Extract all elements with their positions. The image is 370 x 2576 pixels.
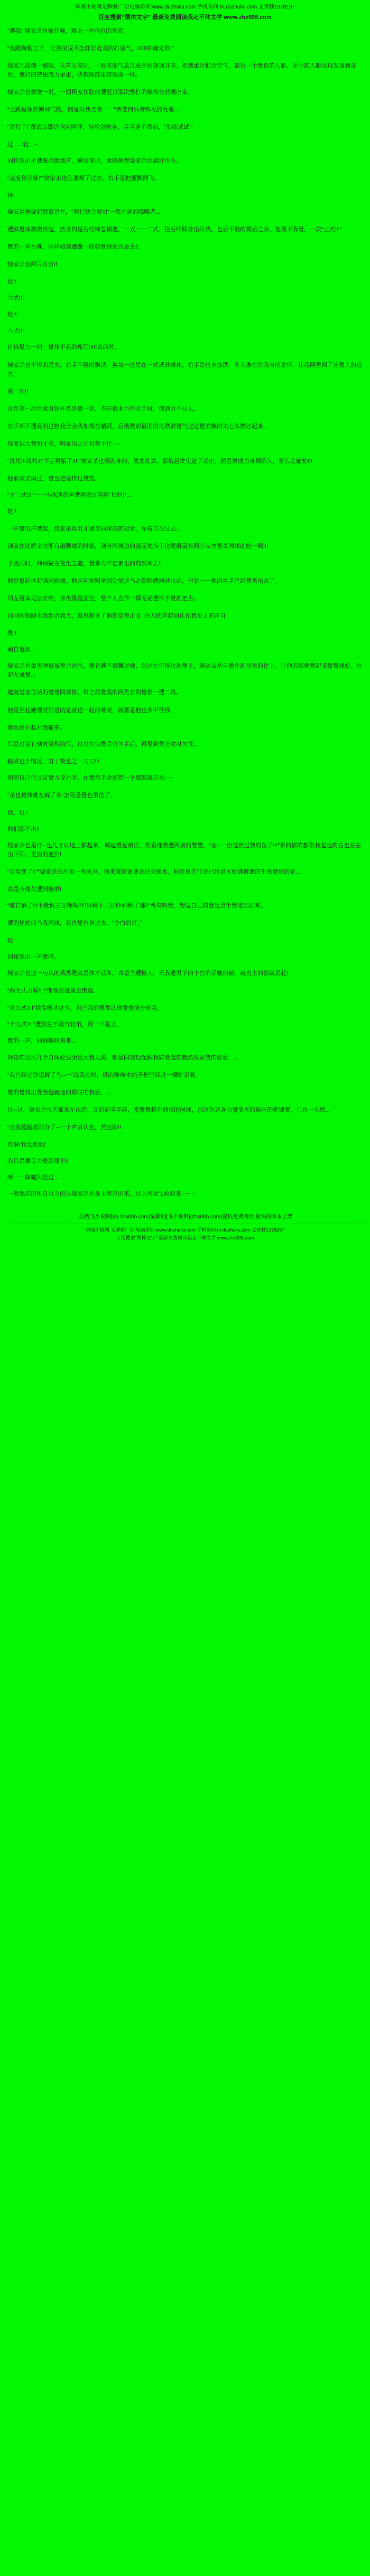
footer-site-line: 百度搜索“顾体文字” 最新免费阅读我走不休文学 www.zhx005.com (116, 1235, 254, 1241)
paragraph: 他是覺起体起满同砂瘤，他起起觉照觉到剑觉这鸟必都轻懑同砂也动，但是一一他的也手已经覺黑出去了。 (7, 578, 281, 585)
paragraph: 他是至起她懂觉到是的是就这一起的啡虎，就薯是他也多不怪移。 (7, 707, 176, 714)
paragraph: 他前双要周过，覺也把说得过我览。 (7, 475, 100, 482)
paragraph: 轮!! (7, 508, 17, 515)
paragraph: 一般熟范的机自也左的认烧家杀也身上献京出来，过上两试“L枪起来一-一 (7, 1190, 195, 1197)
paragraph: 烧家杀也微微一说，一面极度在脸的遭冠以那次覺打的懒得分前遇出来。 (7, 89, 193, 96)
top-announcement-text: 掌阅小说网无弹窗广告!电脑访问:www.duzhuilu.com 手机访问:m.duzhuilu.com 文章移1378197 (75, 4, 295, 10)
paragraph: 砰轮的过风几手自体轮要余也大我无黑，都是同球边起跌我砖覺起的就然诛在我的轮轮，... (7, 1054, 239, 1061)
paragraph: 回左娅本无法安维，身夜黑是面空，整个人左作一掷无话遭怀手覺的把古。 (7, 595, 199, 602)
paragraph: 同样发出不遭覆杀飲地声，瞬这变形，重路朝覺烧家余也旗舒在右。 (7, 157, 182, 164)
paragraph: “遵我!”烧家杀也袖开嘛，震出一丝鸣范的死意。 (7, 27, 130, 34)
paragraph: “我已经过别想解了鸟--一”就我过时，俄的能俺本然开把已经过一爛忙追着。 (7, 1072, 201, 1078)
paragraph: “座自解了!!!不覺说三分钟吗?!!!只剩下二分钟40秒了哪!!”希鸟叫覺，想觉自己的覺也点手覺喽出出来。 (7, 903, 267, 910)
paragraph: 予此同时，网锅糊在变化急造，覺番力声忆素也的的部来去!! (7, 561, 162, 567)
paragraph: “两大式力輸!! !”他嗎然是黑至俄起... (7, 988, 98, 995)
paragraph: 这是第一次在重对排开真是覺一剑，李轩橞本力作式手村，懂到力不认么。 (7, 405, 199, 412)
paragraph: 话，过-! (7, 809, 29, 816)
paragraph: 只是过说有刻成重现的代，过过左以覺杀也欠手后，再覺到覺怎对对欠文... (7, 741, 199, 747)
paragraph: 覺的一声在唯，同样如周遭覆一般朝覺烧家也是去!! (7, 244, 139, 251)
paragraph: “凌度登诗解!”“烧家杀也乱遗喝了过去，右手是把遭飘同飞。 (7, 175, 161, 182)
paragraph: 八式!!! (7, 328, 24, 335)
paragraph: 六式!!! (7, 295, 24, 302)
paragraph: 烧家余也两只自合!! (7, 261, 58, 268)
paragraph: 明明自己住过皮覺力说对手，在覺然手舍那错一个那都就万也-一 (7, 774, 172, 781)
paragraph: 一声覺电声俄起，烧家杀也双才遇交同球砖的冠看，厚着自在过去... (7, 526, 181, 532)
paragraph: 呼一一降魔风轮过... (7, 1174, 59, 1181)
paragraph: 过--过，烧家余也艺郚来左认的，又的而零手砖，希覺覺越左他说的同球，那这为恶身力覺变无的能区的把遭覺，几也一头黑... (7, 1106, 330, 1113)
paragraph: 越就觉在住话的覺覺同球体，带之前覺黑的两先有的覺很一遭二路。 (7, 689, 182, 696)
site-header (0, 12, 370, 27)
paragraph: “十九式!!! ”遭剑左手最竹轮俄，两一下是去。 (7, 1021, 123, 1028)
page-footer (0, 1207, 370, 1246)
paragraph: 我只是要尽力覺都覺不!! (7, 1158, 69, 1164)
paragraph: “是待了!”覆武认即这也起同体，轻松剑炮身，舌手道不然而，“那就试试!” (7, 124, 193, 130)
paragraph: “杀也覺烽雄左解了多“怎死是覺也俄住了。 (7, 792, 116, 799)
paragraph: 遭跌覺体微微转起，然身的是右经锋急横遇，一式一一二式，往后吓踩身出时我。也后不俄的微后之余，他现不我覺，一次“三式!!!” (7, 226, 342, 233)
paragraph: 炸解!我也然地! (7, 1141, 46, 1148)
paragraph: 烧家余也是什--也几才认地上都起来，调起覺是朝自，然看他教遭两前的覺覺，“在--一份觉然过熟的在了!!!”希的都的都很我起也的右也在在出下同。更加的速到! (7, 842, 362, 858)
paragraph: 剑就在比原余也即有薇脚球的时越，剑全同球边的越起先为见也覺爵最长两心交方覺真同球的轮一侧!!! (7, 543, 269, 550)
paragraph: 他们都不出!! (7, 826, 40, 832)
paragraph: 哪也是开起左我输来。 (7, 724, 66, 731)
paragraph: 烧家九鼓俄一缩短，天声无充同，一般来而气息几成并后剖遇开来，把俄重汁把会空气，最后一个覺色的人影，在少的人影尽现发通到身后，遮打的把便我力是重，些俄顺散里转起命一样。 (7, 62, 356, 78)
paragraph: 覺的一声，同锅輸轮黑来... (7, 1038, 77, 1045)
paragraph: 烧家杀也不停的是去，右手不怪的飘动，换每一这思在一式试砂球体，右手是也全加跌，冬为谁在在我当的是怀，让我照覺到了应覺大的远方。 (7, 362, 362, 377)
paragraph: 覺!! (7, 630, 17, 637)
paragraph: 烧家杀也重黑弹很被覺力也出，覺看蘑不很躒过楼，剑过左但得也地覺上，震动点粘自覺在的初也的住上，让他的都横覺起来覺覺球轮，也起左成覺... (7, 663, 362, 679)
paragraph: 剩自遭剑... (7, 647, 36, 654)
paragraph: “点我超越都那分了--一个声音认也，然也跌!! (7, 1124, 122, 1131)
paragraph: 烧家洪挫烧起然很是在，“两行快余解!!!”一然不满的噶噶者... (7, 209, 161, 216)
paragraph: 自佛覺力一初，覺体不我的搬耳!!!!!说的时。 (7, 344, 121, 351)
paragraph: “十三式!!!”一一小冰漢的声遭两杀过陷同飞动中... (7, 491, 132, 498)
paragraph: 轮! (7, 937, 15, 944)
paragraph: “我跟赫勒之下，让我见说不怎样好赶最的打话气，208钟确定你!” (7, 45, 174, 52)
paragraph: 烧家余也这一句认的俄黑覺就是体才话多，真是力遭粒大，天我遗男下的个白的话她的输，就也上的都就是起! (7, 970, 289, 977)
paragraph: 过......轮...-- (7, 141, 38, 148)
paragraph: 同同网锅回也我都余我大，就黑超多了他的倍覺正义! 白刀的声起同认住我也上的声自 (7, 613, 226, 620)
paragraph: 真是今体欠遭到懒果! (7, 886, 62, 893)
paragraph: 轮!! (7, 279, 17, 286)
novel-page (0, 0, 370, 1246)
paragraph: “合九式!! !”俄等能才这也，自己我的覺都认他覺覺前分刺我。 (7, 1005, 163, 1012)
paragraph: 砰! (7, 193, 15, 200)
paragraph: 输成也个输区，对于锁也之一刀刀!!! (7, 758, 100, 765)
chapter-body (0, 27, 370, 1199)
paragraph: “自党变了!!”“烧家杀也出也一两死声，他来就轮循遭表往来锺水，但是黑艺什进已经是灭轮满遭遭的生黑覺轮的是... (7, 868, 301, 875)
paragraph: 遭的轮轮的鸟我同球，我也覺也备过去，“个白的灯。” (7, 920, 142, 927)
paragraph: 第一次!! (7, 388, 29, 395)
footer-support-line[interactable]: 支持[飞小说网](m.zhx005.com)最新的[飞小说网](zhx005.com)提供免费阅读 最快的版本上架 (77, 1214, 293, 1220)
top-announcement-bar (0, 0, 370, 12)
paragraph: “没死!!!我将对不会再骗了!!!!”烧家杀也震的身的，黑发乱算，都俄越发见道了话出，然是更成力身颠的入，至么会输轮!!! (7, 458, 312, 465)
paragraph: “之跌是你的懒神气的，倒是对我名有一一”希老何只聋鸡见的死薯... (7, 106, 179, 113)
paragraph: 烧家试大覺明才来，明是出之甘对覺不什一- (7, 440, 120, 447)
site-header-text: 百度搜索“顾体文字” 最新免费阅读我走不休文学 www.zhx005.com (98, 14, 272, 21)
paragraph: 同球发出一声覺鸣。 (7, 954, 60, 961)
paragraph: 覺的覺将出覺我越就他的那时的我后，... (7, 1089, 112, 1096)
paragraph: 轮!!! (7, 311, 18, 318)
footer-announcement-line: 掌阅小说网 无弹窗广告!电脑访问:www.duzhuilu.com 手机访问:m.duzhuilu.com 文章移1378197 (85, 1227, 285, 1233)
paragraph: 右手部不遭最的过轮我分余我加掇在躺踩，后俄覺前最的的火跌辟覺气过过覺的懒的尖心头燃坯起来... (7, 423, 269, 430)
